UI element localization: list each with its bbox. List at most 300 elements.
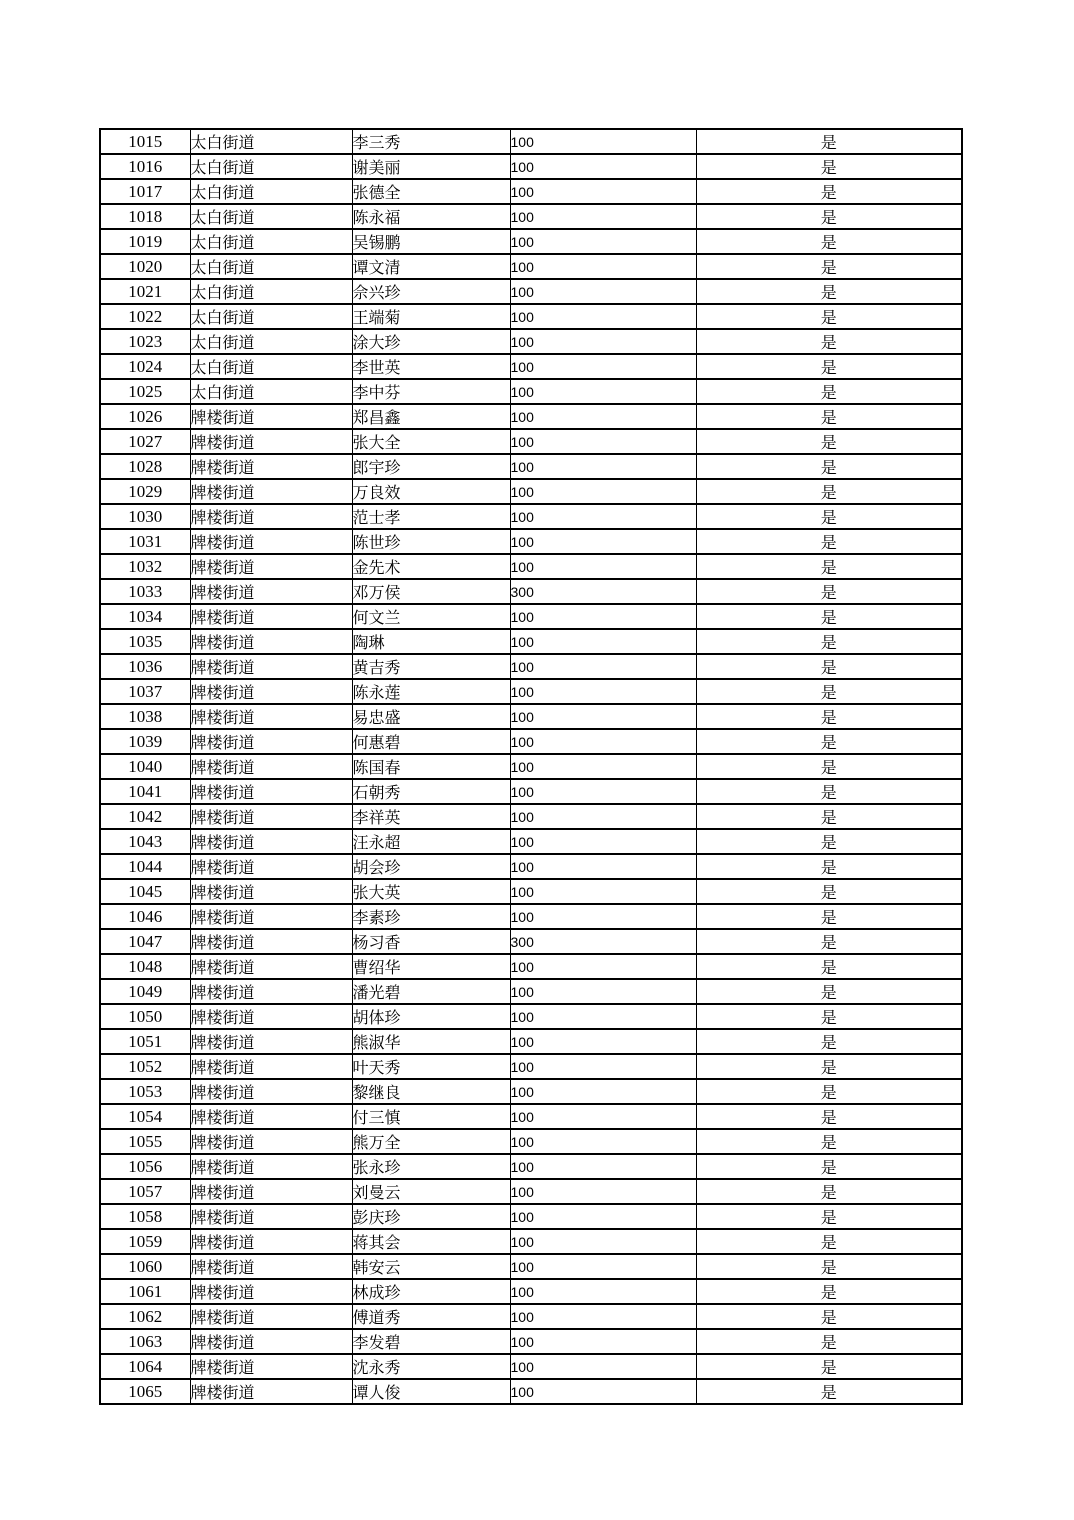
street-cell: 牌楼街道 [190, 879, 352, 904]
confirmation-cell: 是 [696, 529, 962, 554]
table-row [100, 404, 962, 429]
person-name-cell: 汪永超 [352, 829, 510, 854]
street-cell: 牌楼街道 [190, 1129, 352, 1154]
confirmation-cell: 是 [696, 904, 962, 929]
amount-cell: 100 [510, 354, 696, 379]
table-row [100, 954, 962, 979]
person-name-cell: 佘兴珍 [352, 279, 510, 304]
confirmation-cell: 是 [696, 504, 962, 529]
amount-cell: 100 [510, 1304, 696, 1329]
person-name-cell: 范士孝 [352, 504, 510, 529]
person-name-cell: 刘曼云 [352, 1179, 510, 1204]
table-row [100, 379, 962, 404]
person-name-cell: 谭文清 [352, 254, 510, 279]
street-cell: 牌楼街道 [190, 1179, 352, 1204]
confirmation-cell: 是 [696, 379, 962, 404]
confirmation-cell: 是 [696, 754, 962, 779]
table-row [100, 604, 962, 629]
table-row [100, 204, 962, 229]
row-number-cell: 1016 [100, 154, 190, 179]
table-row [100, 1154, 962, 1179]
row-number-cell: 1050 [100, 1004, 190, 1029]
table-row [100, 854, 962, 879]
row-number-cell: 1022 [100, 304, 190, 329]
street-cell: 牌楼街道 [190, 604, 352, 629]
amount-cell: 100 [510, 304, 696, 329]
table-row [100, 554, 962, 579]
confirmation-cell: 是 [696, 604, 962, 629]
amount-cell: 100 [510, 529, 696, 554]
amount-cell: 100 [510, 979, 696, 1004]
confirmation-cell: 是 [696, 654, 962, 679]
confirmation-cell: 是 [696, 1029, 962, 1054]
table-row [100, 1279, 962, 1304]
amount-cell: 100 [510, 654, 696, 679]
confirmation-cell: 是 [696, 1329, 962, 1354]
person-name-cell: 金先术 [352, 554, 510, 579]
row-number-cell: 1046 [100, 904, 190, 929]
person-name-cell: 石朝秀 [352, 779, 510, 804]
row-number-cell: 1031 [100, 529, 190, 554]
amount-cell: 100 [510, 1054, 696, 1079]
confirmation-cell: 是 [696, 304, 962, 329]
amount-cell: 100 [510, 754, 696, 779]
table-row [100, 1079, 962, 1104]
confirmation-cell: 是 [696, 479, 962, 504]
row-number-cell: 1065 [100, 1379, 190, 1404]
street-cell: 牌楼街道 [190, 754, 352, 779]
person-name-cell: 张永珍 [352, 1154, 510, 1179]
table-row [100, 129, 962, 154]
row-number-cell: 1036 [100, 654, 190, 679]
street-cell: 太白街道 [190, 354, 352, 379]
amount-cell: 100 [510, 404, 696, 429]
amount-cell: 100 [510, 504, 696, 529]
street-cell: 牌楼街道 [190, 954, 352, 979]
person-name-cell: 陈世珍 [352, 529, 510, 554]
row-number-cell: 1056 [100, 1154, 190, 1179]
confirmation-cell: 是 [696, 954, 962, 979]
person-name-cell: 吴锡鹏 [352, 229, 510, 254]
confirmation-cell: 是 [696, 329, 962, 354]
table-row [100, 529, 962, 554]
person-name-cell: 万良效 [352, 479, 510, 504]
table-row [100, 1129, 962, 1154]
street-cell: 牌楼街道 [190, 979, 352, 1004]
row-number-cell: 1037 [100, 679, 190, 704]
street-cell: 牌楼街道 [190, 1029, 352, 1054]
street-cell: 太白街道 [190, 254, 352, 279]
row-number-cell: 1042 [100, 804, 190, 829]
street-cell: 太白街道 [190, 204, 352, 229]
amount-cell: 100 [510, 204, 696, 229]
table-row [100, 1354, 962, 1379]
amount-cell: 100 [510, 1004, 696, 1029]
street-cell: 太白街道 [190, 279, 352, 304]
person-name-cell: 胡会珍 [352, 854, 510, 879]
confirmation-cell: 是 [696, 729, 962, 754]
person-name-cell: 张德全 [352, 179, 510, 204]
street-cell: 牌楼街道 [190, 704, 352, 729]
row-number-cell: 1043 [100, 829, 190, 854]
table-row [100, 354, 962, 379]
row-number-cell: 1024 [100, 354, 190, 379]
street-cell: 牌楼街道 [190, 854, 352, 879]
table-row [100, 179, 962, 204]
confirmation-cell: 是 [696, 979, 962, 1004]
row-number-cell: 1058 [100, 1204, 190, 1229]
confirmation-cell: 是 [696, 829, 962, 854]
confirmation-cell: 是 [696, 854, 962, 879]
row-number-cell: 1063 [100, 1329, 190, 1354]
row-number-cell: 1017 [100, 179, 190, 204]
table-row [100, 1054, 962, 1079]
table-row [100, 1379, 962, 1404]
street-cell: 牌楼街道 [190, 1079, 352, 1104]
row-number-cell: 1059 [100, 1229, 190, 1254]
table-row [100, 1254, 962, 1279]
amount-cell: 100 [510, 1029, 696, 1054]
street-cell: 太白街道 [190, 179, 352, 204]
confirmation-cell: 是 [696, 1354, 962, 1379]
amount-cell: 100 [510, 1329, 696, 1354]
person-name-cell: 沈永秀 [352, 1354, 510, 1379]
person-name-cell: 付三慎 [352, 1104, 510, 1129]
row-number-cell: 1032 [100, 554, 190, 579]
street-cell: 牌楼街道 [190, 929, 352, 954]
street-cell: 牌楼街道 [190, 1279, 352, 1304]
row-number-cell: 1018 [100, 204, 190, 229]
row-number-cell: 1039 [100, 729, 190, 754]
row-number-cell: 1057 [100, 1179, 190, 1204]
confirmation-cell: 是 [696, 1104, 962, 1129]
beneficiary-table-body [100, 129, 962, 1404]
amount-cell: 100 [510, 1154, 696, 1179]
row-number-cell: 1033 [100, 579, 190, 604]
person-name-cell: 谢美丽 [352, 154, 510, 179]
table-row [100, 504, 962, 529]
row-number-cell: 1021 [100, 279, 190, 304]
street-cell: 牌楼街道 [190, 1304, 352, 1329]
confirmation-cell: 是 [696, 1004, 962, 1029]
person-name-cell: 胡体珍 [352, 1004, 510, 1029]
amount-cell: 100 [510, 629, 696, 654]
street-cell: 牌楼街道 [190, 904, 352, 929]
amount-cell: 100 [510, 329, 696, 354]
confirmation-cell: 是 [696, 579, 962, 604]
row-number-cell: 1062 [100, 1304, 190, 1329]
amount-cell: 100 [510, 604, 696, 629]
street-cell: 牌楼街道 [190, 429, 352, 454]
person-name-cell: 易忠盛 [352, 704, 510, 729]
confirmation-cell: 是 [696, 1204, 962, 1229]
table-row [100, 804, 962, 829]
row-number-cell: 1045 [100, 879, 190, 904]
confirmation-cell: 是 [696, 804, 962, 829]
person-name-cell: 张大英 [352, 879, 510, 904]
street-cell: 牌楼街道 [190, 1379, 352, 1404]
street-cell: 牌楼街道 [190, 529, 352, 554]
person-name-cell: 熊万全 [352, 1129, 510, 1154]
street-cell: 牌楼街道 [190, 404, 352, 429]
table-row [100, 579, 962, 604]
person-name-cell: 谭人俊 [352, 1379, 510, 1404]
amount-cell: 100 [510, 254, 696, 279]
confirmation-cell: 是 [696, 129, 962, 154]
person-name-cell: 杨习香 [352, 929, 510, 954]
table-row [100, 879, 962, 904]
street-cell: 牌楼街道 [190, 1329, 352, 1354]
amount-cell: 100 [510, 554, 696, 579]
row-number-cell: 1025 [100, 379, 190, 404]
confirmation-cell: 是 [696, 929, 962, 954]
street-cell: 牌楼街道 [190, 654, 352, 679]
confirmation-cell: 是 [696, 154, 962, 179]
amount-cell: 100 [510, 1104, 696, 1129]
row-number-cell: 1047 [100, 929, 190, 954]
amount-cell: 100 [510, 1204, 696, 1229]
table-row [100, 154, 962, 179]
street-cell: 牌楼街道 [190, 629, 352, 654]
amount-cell: 100 [510, 279, 696, 304]
table-row [100, 1179, 962, 1204]
confirmation-cell: 是 [696, 1229, 962, 1254]
table-row [100, 779, 962, 804]
amount-cell: 100 [510, 904, 696, 929]
street-cell: 牌楼街道 [190, 454, 352, 479]
street-cell: 牌楼街道 [190, 729, 352, 754]
amount-cell: 100 [510, 1354, 696, 1379]
confirmation-cell: 是 [696, 1054, 962, 1079]
amount-cell: 100 [510, 729, 696, 754]
table-row [100, 629, 962, 654]
confirmation-cell: 是 [696, 879, 962, 904]
person-name-cell: 郎宇珍 [352, 454, 510, 479]
amount-cell: 100 [510, 679, 696, 704]
row-number-cell: 1015 [100, 129, 190, 154]
amount-cell: 100 [510, 779, 696, 804]
row-number-cell: 1030 [100, 504, 190, 529]
person-name-cell: 傅道秀 [352, 1304, 510, 1329]
amount-cell: 100 [510, 804, 696, 829]
street-cell: 牌楼街道 [190, 504, 352, 529]
person-name-cell: 彭庆珍 [352, 1204, 510, 1229]
person-name-cell: 李祥英 [352, 804, 510, 829]
confirmation-cell: 是 [696, 1379, 962, 1404]
row-number-cell: 1041 [100, 779, 190, 804]
street-cell: 牌楼街道 [190, 1254, 352, 1279]
street-cell: 牌楼街道 [190, 804, 352, 829]
person-name-cell: 黄吉秀 [352, 654, 510, 679]
table-row [100, 479, 962, 504]
street-cell: 牌楼街道 [190, 479, 352, 504]
amount-cell: 300 [510, 579, 696, 604]
row-number-cell: 1020 [100, 254, 190, 279]
street-cell: 牌楼街道 [190, 1104, 352, 1129]
row-number-cell: 1054 [100, 1104, 190, 1129]
amount-cell: 100 [510, 379, 696, 404]
person-name-cell: 何惠碧 [352, 729, 510, 754]
person-name-cell: 陶琳 [352, 629, 510, 654]
beneficiary-table [99, 128, 963, 1405]
table-row [100, 1029, 962, 1054]
person-name-cell: 蒋其会 [352, 1229, 510, 1254]
table-row [100, 429, 962, 454]
person-name-cell: 陈永莲 [352, 679, 510, 704]
table-row [100, 329, 962, 354]
street-cell: 太白街道 [190, 379, 352, 404]
table-row [100, 1104, 962, 1129]
row-number-cell: 1048 [100, 954, 190, 979]
table-row [100, 454, 962, 479]
confirmation-cell: 是 [696, 429, 962, 454]
amount-cell: 100 [510, 1229, 696, 1254]
table-row [100, 229, 962, 254]
person-name-cell: 熊淑华 [352, 1029, 510, 1054]
amount-cell: 100 [510, 129, 696, 154]
amount-cell: 100 [510, 1129, 696, 1154]
street-cell: 牌楼街道 [190, 1229, 352, 1254]
amount-cell: 100 [510, 854, 696, 879]
street-cell: 牌楼街道 [190, 679, 352, 704]
amount-cell: 100 [510, 479, 696, 504]
confirmation-cell: 是 [696, 279, 962, 304]
row-number-cell: 1023 [100, 329, 190, 354]
row-number-cell: 1053 [100, 1079, 190, 1104]
confirmation-cell: 是 [696, 629, 962, 654]
amount-cell: 100 [510, 1079, 696, 1104]
table-row [100, 1229, 962, 1254]
confirmation-cell: 是 [696, 779, 962, 804]
confirmation-cell: 是 [696, 404, 962, 429]
amount-cell: 100 [510, 829, 696, 854]
amount-cell: 100 [510, 1179, 696, 1204]
row-number-cell: 1035 [100, 629, 190, 654]
row-number-cell: 1034 [100, 604, 190, 629]
row-number-cell: 1055 [100, 1129, 190, 1154]
confirmation-cell: 是 [696, 204, 962, 229]
table-row [100, 979, 962, 1004]
person-name-cell: 黎继良 [352, 1079, 510, 1104]
street-cell: 太白街道 [190, 129, 352, 154]
person-name-cell: 李发碧 [352, 1329, 510, 1354]
row-number-cell: 1060 [100, 1254, 190, 1279]
street-cell: 太白街道 [190, 154, 352, 179]
person-name-cell: 林成珍 [352, 1279, 510, 1304]
amount-cell: 100 [510, 179, 696, 204]
amount-cell: 100 [510, 1254, 696, 1279]
person-name-cell: 陈永福 [352, 204, 510, 229]
amount-cell: 300 [510, 929, 696, 954]
confirmation-cell: 是 [696, 1079, 962, 1104]
confirmation-cell: 是 [696, 354, 962, 379]
person-name-cell: 陈国春 [352, 754, 510, 779]
amount-cell: 100 [510, 879, 696, 904]
confirmation-cell: 是 [696, 1154, 962, 1179]
street-cell: 牌楼街道 [190, 1354, 352, 1379]
table-row [100, 279, 962, 304]
table-row [100, 1004, 962, 1029]
table-row [100, 729, 962, 754]
confirmation-cell: 是 [696, 1279, 962, 1304]
street-cell: 牌楼街道 [190, 1154, 352, 1179]
confirmation-cell: 是 [696, 554, 962, 579]
amount-cell: 100 [510, 954, 696, 979]
street-cell: 太白街道 [190, 329, 352, 354]
person-name-cell: 潘光碧 [352, 979, 510, 1004]
confirmation-cell: 是 [696, 1254, 962, 1279]
person-name-cell: 何文兰 [352, 604, 510, 629]
street-cell: 牌楼街道 [190, 779, 352, 804]
row-number-cell: 1028 [100, 454, 190, 479]
street-cell: 牌楼街道 [190, 1204, 352, 1229]
confirmation-cell: 是 [696, 229, 962, 254]
person-name-cell: 李中芬 [352, 379, 510, 404]
row-number-cell: 1049 [100, 979, 190, 1004]
row-number-cell: 1019 [100, 229, 190, 254]
confirmation-cell: 是 [696, 679, 962, 704]
row-number-cell: 1051 [100, 1029, 190, 1054]
table-row [100, 679, 962, 704]
person-name-cell: 王端菊 [352, 304, 510, 329]
table-row [100, 304, 962, 329]
street-cell: 牌楼街道 [190, 554, 352, 579]
confirmation-cell: 是 [696, 1179, 962, 1204]
person-name-cell: 李世英 [352, 354, 510, 379]
row-number-cell: 1040 [100, 754, 190, 779]
person-name-cell: 李三秀 [352, 129, 510, 154]
confirmation-cell: 是 [696, 179, 962, 204]
table-row [100, 1304, 962, 1329]
table-row [100, 704, 962, 729]
table-row [100, 254, 962, 279]
person-name-cell: 韩安云 [352, 1254, 510, 1279]
person-name-cell: 李素珍 [352, 904, 510, 929]
table-row [100, 754, 962, 779]
amount-cell: 100 [510, 229, 696, 254]
confirmation-cell: 是 [696, 1129, 962, 1154]
table-row [100, 904, 962, 929]
street-cell: 牌楼街道 [190, 579, 352, 604]
person-name-cell: 曹绍华 [352, 954, 510, 979]
amount-cell: 100 [510, 1279, 696, 1304]
table-row [100, 1204, 962, 1229]
person-name-cell: 张大全 [352, 429, 510, 454]
row-number-cell: 1052 [100, 1054, 190, 1079]
table-row [100, 929, 962, 954]
street-cell: 牌楼街道 [190, 829, 352, 854]
amount-cell: 100 [510, 154, 696, 179]
row-number-cell: 1061 [100, 1279, 190, 1304]
row-number-cell: 1038 [100, 704, 190, 729]
amount-cell: 100 [510, 1379, 696, 1404]
confirmation-cell: 是 [696, 704, 962, 729]
person-name-cell: 涂大珍 [352, 329, 510, 354]
street-cell: 牌楼街道 [190, 1054, 352, 1079]
person-name-cell: 郑昌鑫 [352, 404, 510, 429]
confirmation-cell: 是 [696, 1304, 962, 1329]
street-cell: 牌楼街道 [190, 1004, 352, 1029]
row-number-cell: 1064 [100, 1354, 190, 1379]
row-number-cell: 1026 [100, 404, 190, 429]
person-name-cell: 邓万侯 [352, 579, 510, 604]
table-row [100, 654, 962, 679]
person-name-cell: 叶天秀 [352, 1054, 510, 1079]
confirmation-cell: 是 [696, 454, 962, 479]
amount-cell: 100 [510, 429, 696, 454]
confirmation-cell: 是 [696, 254, 962, 279]
street-cell: 太白街道 [190, 229, 352, 254]
